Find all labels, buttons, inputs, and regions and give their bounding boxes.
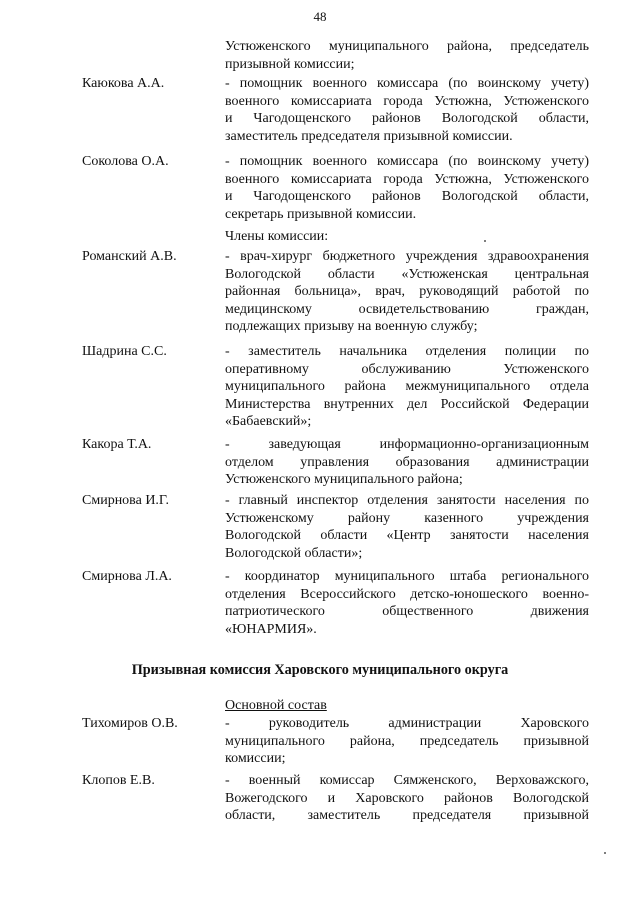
role-line: Устюженского муниципального района; bbox=[225, 472, 463, 488]
member-name: Романский А.В. bbox=[82, 249, 177, 264]
member-role bbox=[225, 492, 589, 562]
role-line: муниципального района, председатель призывной bbox=[225, 733, 589, 749]
role-line: Министерства внутренних дел Российской Федерации bbox=[225, 396, 589, 412]
role-line: секретарь призывной комиссии. bbox=[225, 206, 417, 222]
role-line: «Бабаевский»; bbox=[225, 414, 312, 430]
role-line: и Чагодощенского районов Вологодской области, bbox=[225, 189, 589, 205]
member-role bbox=[225, 343, 589, 431]
member-role bbox=[225, 248, 589, 336]
page-number: 48 bbox=[313, 9, 327, 24]
role-line: военного комиссариата города Устюжна, Устюженского bbox=[225, 171, 589, 187]
role-line: - главный инспектор отделения занятости населения по bbox=[225, 493, 589, 508]
role-line: подлежащих призыву на военную службу; bbox=[225, 319, 478, 335]
role-line: - заместитель начальника отделения полиции по bbox=[225, 344, 589, 359]
role-line: - руководитель администрации Харовского bbox=[225, 716, 589, 731]
intro-line: призывной комиссии; bbox=[225, 57, 355, 72]
member-role bbox=[225, 772, 589, 825]
intro-line: Устюженского муниципального района, председатель bbox=[225, 39, 589, 54]
role-line: - военный комиссар Сямженского, Верховажского, bbox=[225, 773, 589, 788]
member-name: Какора Т.А. bbox=[82, 437, 152, 452]
scan-speck bbox=[604, 852, 606, 854]
role-line: - координатор муниципального штаба регионального bbox=[225, 569, 589, 584]
member-role bbox=[225, 75, 589, 145]
role-line: Устюженскому району казенного учреждения bbox=[225, 510, 589, 526]
role-line: заместитель председателя призывной комиссии. bbox=[225, 128, 513, 144]
role-line: - заведующая информационно-организационным bbox=[225, 437, 589, 452]
role-line: - помощник военного комиссара (по воинскому учету) bbox=[225, 154, 589, 169]
member-name: Тихомиров О.В. bbox=[82, 716, 178, 731]
member-name: Соколова О.А. bbox=[82, 154, 169, 169]
role-line: и Чагодощенского районов Вологодской области, bbox=[225, 111, 589, 127]
role-line: Вологодской области «Центр занятости населения bbox=[225, 528, 589, 544]
role-line: военного комиссариата города Устюжна, Устюженского bbox=[225, 93, 589, 109]
role-line: оперативному обслуживанию Устюженского bbox=[225, 361, 589, 377]
role-line: медицинскому освидетельствованию граждан, bbox=[225, 301, 589, 317]
role-line: районная больница», врач, руководящий работой по bbox=[225, 284, 589, 300]
section-heading: Призывная комиссия Харовского муниципального округа bbox=[131, 662, 509, 678]
role-line: «ЮНАРМИЯ». bbox=[225, 621, 317, 637]
role-line: патриотического общественного движения bbox=[225, 604, 589, 620]
role-line: отделения Всероссийского детско-юношеского военно- bbox=[225, 586, 589, 602]
member-role bbox=[225, 436, 589, 489]
member-role bbox=[225, 568, 589, 638]
member-name: Клопов Е.В. bbox=[82, 773, 155, 788]
members-label: Члены комиссии: bbox=[225, 229, 329, 244]
member-role bbox=[225, 715, 589, 768]
member-name: Каюкова А.А. bbox=[82, 76, 165, 91]
member-name: Шадрина С.С. bbox=[82, 344, 167, 359]
role-line: Вологодской области «Устюженская центральная bbox=[225, 266, 589, 282]
role-line: Вожегодского и Харовского районов Вологодской bbox=[225, 790, 589, 806]
subsection-label: Основной состав bbox=[225, 698, 327, 713]
role-line: - врач-хирург бюджетного учреждения здравоохранения bbox=[225, 249, 589, 264]
member-role bbox=[225, 153, 589, 223]
role-line: муниципального района межмуниципального отдела bbox=[225, 379, 589, 395]
role-line: области, заместитель председателя призывной bbox=[225, 808, 589, 824]
member-name: Смирнова Л.А. bbox=[82, 569, 172, 584]
role-line: комиссии; bbox=[225, 751, 286, 767]
role-line: Вологодской области»; bbox=[225, 545, 363, 561]
scan-speck bbox=[484, 240, 486, 242]
member-name: Смирнова И.Г. bbox=[82, 493, 169, 508]
role-line: отделом управления образования администрации bbox=[225, 454, 589, 470]
role-line: - помощник военного комиссара (по воинскому учету) bbox=[225, 76, 589, 91]
